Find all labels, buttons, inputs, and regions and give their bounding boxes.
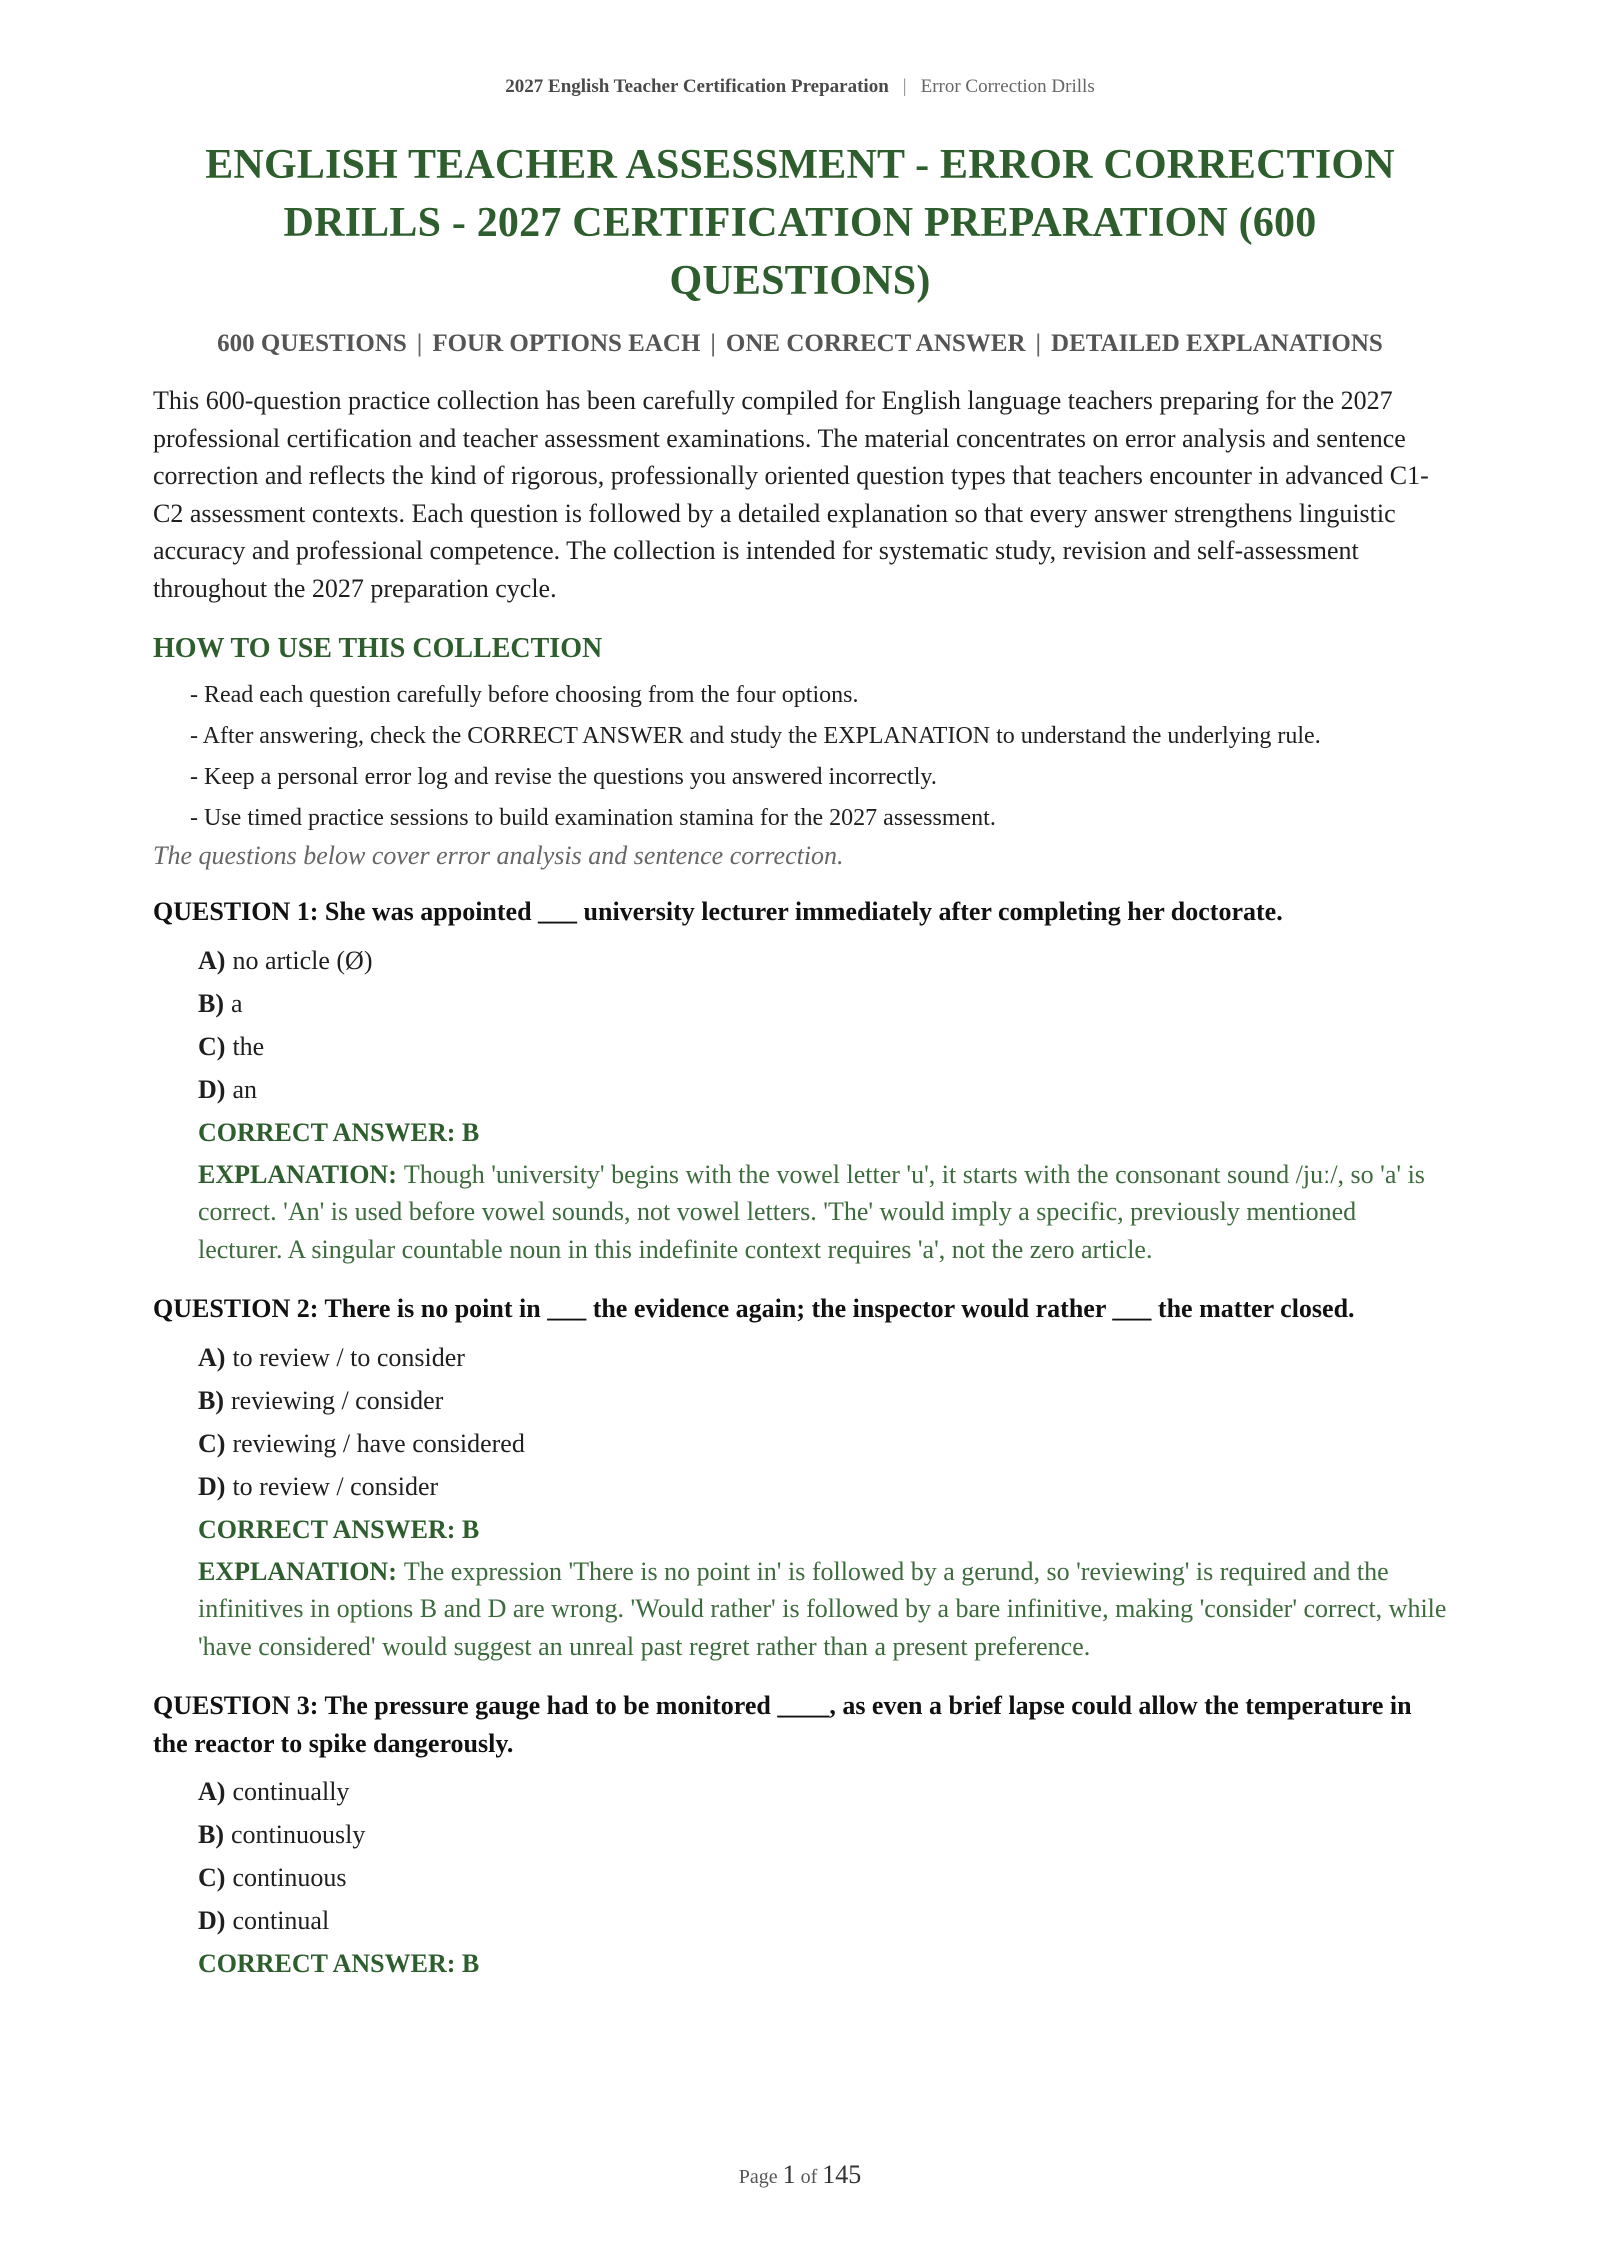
option-letter: D) <box>198 1471 226 1501</box>
list-item: - Read each question carefully before choosing from the four options. <box>190 682 859 708</box>
total-pages: 145 <box>822 2160 862 2189</box>
subtitle-separator: | <box>710 330 716 357</box>
option-list <box>153 939 1447 1111</box>
option-b <box>198 1379 1447 1422</box>
document-title: ENGLISH TEACHER ASSESSMENT - ERROR CORRECTION DRILLS - 2027 CERTIFICATION PREPARATION (600 QUESTIONS) <box>205 142 1395 304</box>
option-letter: C) <box>198 1863 226 1892</box>
option-text: continuously <box>231 1820 366 1849</box>
list-item: - Use timed practice sessions to build examination stamina for the 2027 assessment. <box>190 805 996 831</box>
explanation-label: EXPLANATION: <box>198 1556 397 1586</box>
option-letter: B) <box>198 1820 224 1849</box>
option-a <box>198 1770 1447 1813</box>
subtitle-item: DETAILED EXPLANATIONS <box>1051 330 1383 357</box>
subtitle-item: ONE CORRECT ANSWER <box>725 330 1026 357</box>
page-number: 1 <box>782 2160 796 2189</box>
option-text: continual <box>232 1906 330 1935</box>
option-letter: D) <box>198 1074 226 1104</box>
explanation-text: The expression 'There is no point in' is followed by a gerund, so 'reviewing' is required and the infinitives in options B and D are wrong. 'Would rather' is followed by a bare infinitive, making 'consider' correct, while 'have considered' would suggest an unreal past regret rather than a present preference. <box>198 1556 1447 1661</box>
coverage-note: The questions below cover error analysis and sentence correction. <box>153 841 844 870</box>
how-to-use-heading: HOW TO USE THIS COLLECTION <box>153 633 603 664</box>
option-list <box>153 1336 1447 1508</box>
running-header-left: 2027 English Teacher Certification Preparation <box>505 76 889 97</box>
how-to-use-list <box>153 677 1447 836</box>
explanation-label: EXPLANATION: <box>198 1159 397 1189</box>
correct-answer: CORRECT ANSWER: B <box>198 1117 480 1147</box>
question-stem: QUESTION 2: There is no point in ___ the evidence again; the inspector would rather ___ the matter closed. <box>153 1294 1355 1323</box>
page-footer <box>0 2160 1600 2190</box>
question-3 <box>153 1687 1447 1985</box>
option-text: an <box>232 1074 257 1104</box>
option-c <box>198 1422 1447 1465</box>
option-text: continuous <box>232 1863 347 1892</box>
of-word: of <box>800 2166 818 2188</box>
explanation <box>153 1156 1447 1269</box>
option-text: reviewing / consider <box>231 1385 444 1415</box>
running-header <box>153 0 1447 106</box>
subtitle-item: 600 QUESTIONS <box>217 330 407 357</box>
document-subtitle <box>153 330 1447 358</box>
option-letter: C) <box>198 1428 226 1458</box>
correct-answer: CORRECT ANSWER: B <box>198 1949 480 1978</box>
question-stem: QUESTION 1: She was appointed ___ university lecturer immediately after completing her doctorate. <box>153 897 1283 926</box>
option-b <box>198 1813 1447 1856</box>
question-stem: QUESTION 3: The pressure gauge had to be monitored ____, as even a brief lapse could allow the temperature in the reactor to spike dangerously. <box>153 1691 1412 1758</box>
option-b <box>198 982 1447 1025</box>
option-letter: B) <box>198 1385 224 1415</box>
question-2 <box>153 1290 1447 1665</box>
list-item: - Keep a personal error log and revise the questions you answered incorrectly. <box>190 764 937 790</box>
option-text: a <box>231 988 243 1018</box>
running-header-separator: | <box>902 76 907 97</box>
page-word: Page <box>738 2166 778 2188</box>
option-letter: D) <box>198 1906 226 1935</box>
subtitle-item: FOUR OPTIONS EACH <box>432 330 701 357</box>
option-text: to review / consider <box>232 1471 439 1501</box>
option-d <box>198 1465 1447 1508</box>
option-c <box>198 1025 1447 1068</box>
running-header-right: Error Correction Drills <box>920 76 1095 97</box>
option-letter: A) <box>198 1777 226 1806</box>
subtitle-separator: | <box>416 330 423 357</box>
intro-paragraph: This 600-question practice collection has been carefully compiled for English language teachers preparing for the 2027 professional certification and teacher assessment examinations. The material concentrates on error analysis and sentence correction and reflects the kind of rigorous, professionally oriented question types that teachers encounter in advanced C1-C2 assessment contexts. Each question is followed by a detailed explanation so that every answer strengthens linguistic accuracy and professional competence. The collection is intended for systematic study, revision and self-assessment throughout the 2027 preparation cycle. <box>153 386 1429 603</box>
option-letter: B) <box>198 988 224 1018</box>
option-d <box>198 1068 1447 1111</box>
option-d <box>198 1899 1447 1942</box>
subtitle-separator: | <box>1035 330 1042 357</box>
option-a <box>198 1336 1447 1379</box>
question-1 <box>153 893 1447 1268</box>
option-a <box>198 939 1447 982</box>
correct-answer: CORRECT ANSWER: B <box>198 1514 480 1544</box>
explanation <box>153 1553 1447 1666</box>
option-letter: C) <box>198 1031 226 1061</box>
list-item: - After answering, check the CORRECT ANSWER and study the EXPLANATION to understand the underlying rule. <box>190 723 1321 749</box>
explanation-text: Though 'university' begins with the vowel letter 'u', it starts with the consonant sound /juː/, so 'a' is correct. 'An' is used before vowel sounds, not vowel letters. 'The' would imply a specific, previously mentioned lecturer. A singular countable noun in this indefinite context requires 'a', not the zero article. <box>198 1159 1425 1264</box>
option-letter: A) <box>198 945 226 975</box>
option-text: to review / to consider <box>232 1342 465 1372</box>
option-text: no article (Ø) <box>232 945 373 975</box>
option-list <box>153 1770 1447 1942</box>
option-text: reviewing / have considered <box>232 1428 525 1458</box>
option-text: the <box>232 1031 265 1061</box>
option-letter: A) <box>198 1342 226 1372</box>
option-text: continually <box>232 1777 350 1806</box>
option-c <box>198 1856 1447 1899</box>
